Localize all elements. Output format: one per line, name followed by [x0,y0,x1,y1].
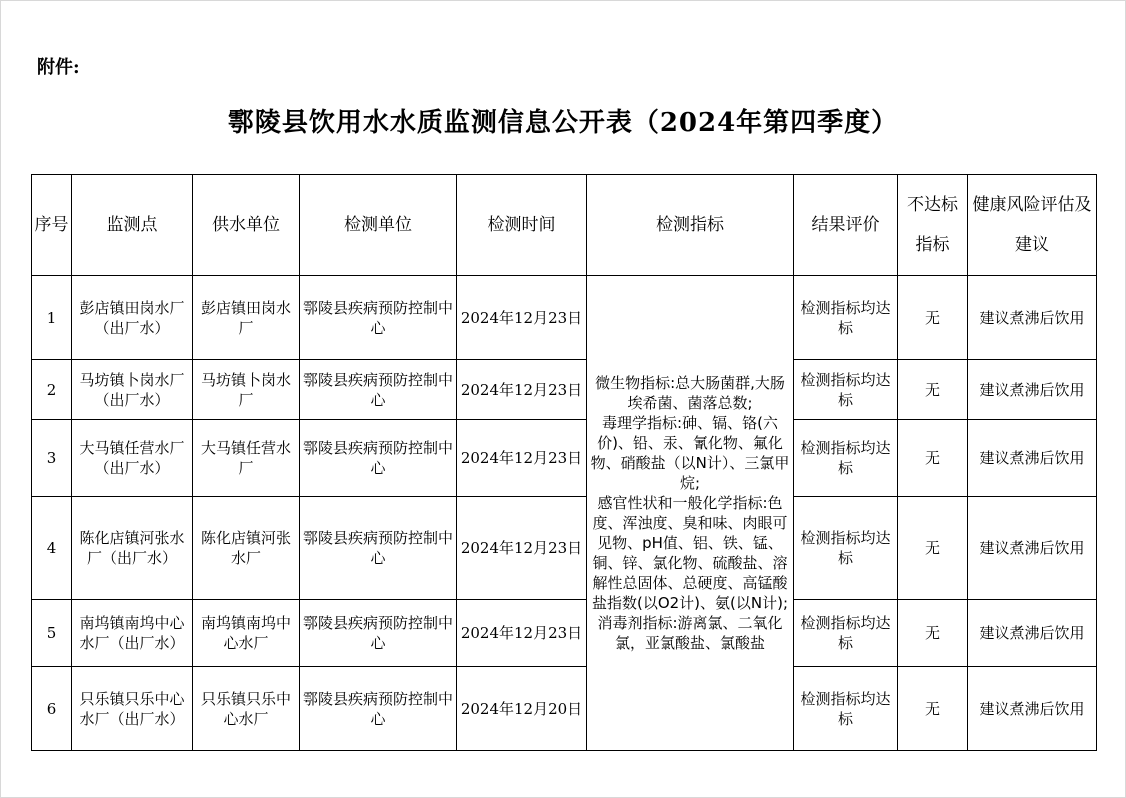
row-advice: 建议煮沸后饮用 [968,360,1097,420]
row-site: 只乐镇只乐中心水厂（出厂水） [72,667,193,751]
row-result: 检测指标均达标 [794,360,898,420]
indicator-sensory-chemical: 感官性状和一般化学指标:色度、浑浊度、臭和味、肉眼可见物、pH值、铝、铁、锰、铜、锌、氯化物、硫酸盐、溶解性总固体、总硬度、高锰酸盐指数(以O2计)、氨(以N计); [591,494,789,612]
page-title: 鄠陵县饮用水水质监测信息公开表（2024年第四季度） [227,108,899,138]
row-agency: 鄠陵县疾病预防控制中心 [300,600,457,667]
indicator-microbial: 微生物指标:总大肠菌群,大肠埃希菌、菌落总数; [595,374,785,412]
row-advice: 建议煮沸后饮用 [968,276,1097,360]
row-index: 6 [32,667,72,751]
row-substandard: 无 [898,497,968,600]
table-row [32,497,1097,600]
row-site: 陈化店镇河张水厂（出厂水） [72,497,193,600]
header-agency: 检测单位 [300,175,457,276]
row-index: 5 [32,600,72,667]
table-row [32,667,1097,751]
table-row [32,360,1097,420]
indicator-disinfectant: 消毒剂指标:游离氯、二氧化氯，亚氯酸盐、氯酸盐 [597,614,783,652]
row-substandard: 无 [898,600,968,667]
row-supplier: 马坊镇卜岗水厂 [193,360,300,420]
header-row [32,175,1097,276]
row-agency: 鄠陵县疾病预防控制中心 [300,276,457,360]
row-site: 南坞镇南坞中心水厂（出厂水） [72,600,193,667]
row-supplier: 只乐镇只乐中心水厂 [193,667,300,751]
row-substandard: 无 [898,360,968,420]
table-row [32,420,1097,497]
row-time: 2024年12月23日 [457,497,587,600]
row-time: 2024年12月23日 [457,276,587,360]
row-time: 2024年12月23日 [457,420,587,497]
row-time: 2024年12月20日 [457,667,587,751]
row-agency: 鄠陵县疾病预防控制中心 [300,667,457,751]
row-substandard: 无 [898,276,968,360]
row-result: 检测指标均达标 [794,600,898,667]
row-site: 彭店镇田岗水厂（出厂水） [72,276,193,360]
row-advice: 建议煮沸后饮用 [968,600,1097,667]
header-site: 监测点 [72,175,193,276]
row-supplier: 大马镇任营水厂 [193,420,300,497]
header-result: 结果评价 [794,175,898,276]
row-index: 3 [32,420,72,497]
row-result: 检测指标均达标 [794,497,898,600]
row-index: 1 [32,276,72,360]
header-supplier: 供水单位 [193,175,300,276]
row-result: 检测指标均达标 [794,420,898,497]
row-agency: 鄠陵县疾病预防控制中心 [300,420,457,497]
header-advice: 健康风险评估及建议 [968,175,1097,276]
row-result: 检测指标均达标 [794,667,898,751]
header-substandard: 不达标指标 [898,175,968,276]
row-supplier: 南坞镇南坞中心水厂 [193,600,300,667]
table-row [32,600,1097,667]
row-time: 2024年12月23日 [457,600,587,667]
row-index: 4 [32,497,72,600]
row-substandard: 无 [898,667,968,751]
row-result: 检测指标均达标 [794,276,898,360]
header-indicators: 检测指标 [587,175,794,276]
water-quality-table [31,174,1097,751]
row-site: 马坊镇卜岗水厂（出厂水） [72,360,193,420]
row-supplier: 彭店镇田岗水厂 [193,276,300,360]
row-supplier: 陈化店镇河张水厂 [193,497,300,600]
row-time: 2024年12月23日 [457,360,587,420]
indicators-cell [587,276,794,751]
table-row [32,276,1097,360]
row-advice: 建议煮沸后饮用 [968,420,1097,497]
row-index: 2 [32,360,72,420]
indicator-toxicological: 毒理学指标:砷、镉、铬(六价)、铅、汞、氰化物、氟化物、硝酸盐（以N计）、三氯甲烷; [590,414,790,492]
header-index: 序号 [32,175,72,276]
row-advice: 建议煮沸后饮用 [968,667,1097,751]
row-agency: 鄠陵县疾病预防控制中心 [300,360,457,420]
attachment-label: 附件: [37,57,80,78]
row-advice: 建议煮沸后饮用 [968,497,1097,600]
row-substandard: 无 [898,420,968,497]
row-site: 大马镇任营水厂（出厂水） [72,420,193,497]
row-agency: 鄠陵县疾病预防控制中心 [300,497,457,600]
header-time: 检测时间 [457,175,587,276]
